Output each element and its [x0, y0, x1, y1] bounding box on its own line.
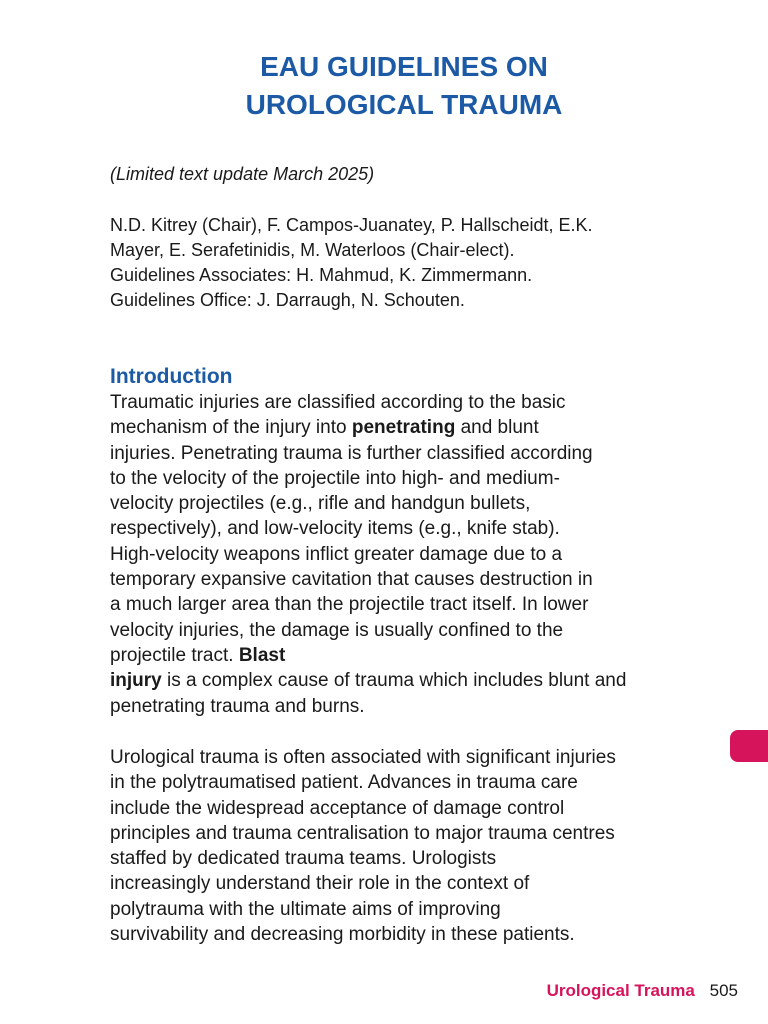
line-text: is a complex cause of trauma which includes blunt and [161, 670, 627, 692]
paragraph-line: principles and trauma centralisation to major trauma centres [110, 822, 615, 844]
paragraph-line: velocity projectiles (e.g., rifle and handgun bullets, [110, 493, 531, 515]
authors-line: Guidelines Office: J. Darraugh, N. Schouten. [110, 290, 465, 310]
authors-line: Guidelines Associates: H. Mahmud, K. Zimmermann. [110, 265, 533, 285]
bold-term-blast: Blast [238, 644, 286, 666]
document-title-line-2: UROLOGICAL TRAUMA [245, 89, 563, 120]
paragraph-line: polytrauma with the ultimate aims of improving [110, 898, 501, 920]
paragraph-line: staffed by dedicated trauma teams. Urologists [110, 848, 497, 870]
bold-term-injury: injury [110, 670, 162, 692]
paragraph-line: High-velocity weapons inflict greater damage due to a [110, 543, 563, 565]
introduction-heading: Introduction [110, 365, 233, 388]
line-text: mechanism of the injury into [110, 417, 352, 439]
paragraph-line: injuries. Penetrating trauma is further classified according [110, 442, 593, 464]
paragraph-line [110, 668, 710, 693]
paragraph-line: increasingly understand their role in the context of [110, 873, 530, 895]
introduction-paragraph-2 [110, 745, 710, 947]
document-title-line-1: EAU GUIDELINES ON [260, 51, 548, 82]
paragraph-line: a much larger area than the projectile tract itself. In lower [110, 594, 589, 616]
paragraph-line: penetrating trauma and burns. [110, 695, 365, 717]
introduction-paragraph-1 [110, 390, 710, 719]
footer-section-title: Urological Trauma [546, 981, 695, 1000]
document-title [0, 48, 768, 124]
update-note: (Limited text update March 2025) [110, 164, 375, 184]
paragraph-line: temporary expansive cavitation that causes destruction in [110, 569, 593, 591]
paragraph-line: Urological trauma is often associated with significant injuries [110, 747, 616, 768]
paragraph-line: include the widespread acceptance of damage control [110, 797, 565, 819]
paragraph-line: Traumatic injuries are classified according to the basic [110, 392, 566, 413]
line-text: and blunt [455, 417, 539, 439]
line-text: projectile tract. [110, 644, 239, 666]
authors-block [110, 213, 710, 313]
paragraph-line [110, 643, 710, 668]
paragraph-line [110, 415, 710, 440]
page-number: 505 [709, 981, 738, 1000]
paragraph-line: to the velocity of the projectile into high- and medium- [110, 467, 560, 489]
section-thumb-tab [730, 730, 768, 762]
paragraph-line: respectively), and low-velocity items (e.g., knife stab). [110, 518, 560, 540]
page-footer [547, 980, 738, 1002]
paragraph-line: velocity injuries, the damage is usually confined to the [110, 619, 564, 641]
paragraph-line: survivability and decreasing morbidity in these patients. [110, 924, 575, 946]
bold-term-penetrating: penetrating [351, 417, 456, 439]
authors-line: Mayer, E. Serafetinidis, M. Waterloos (Chair-elect). [110, 240, 515, 260]
authors-line: N.D. Kitrey (Chair), F. Campos-Juanatey, P. Hallscheidt, E.K. [110, 215, 593, 235]
paragraph-line: in the polytraumatised patient. Advances in trauma care [110, 772, 578, 794]
